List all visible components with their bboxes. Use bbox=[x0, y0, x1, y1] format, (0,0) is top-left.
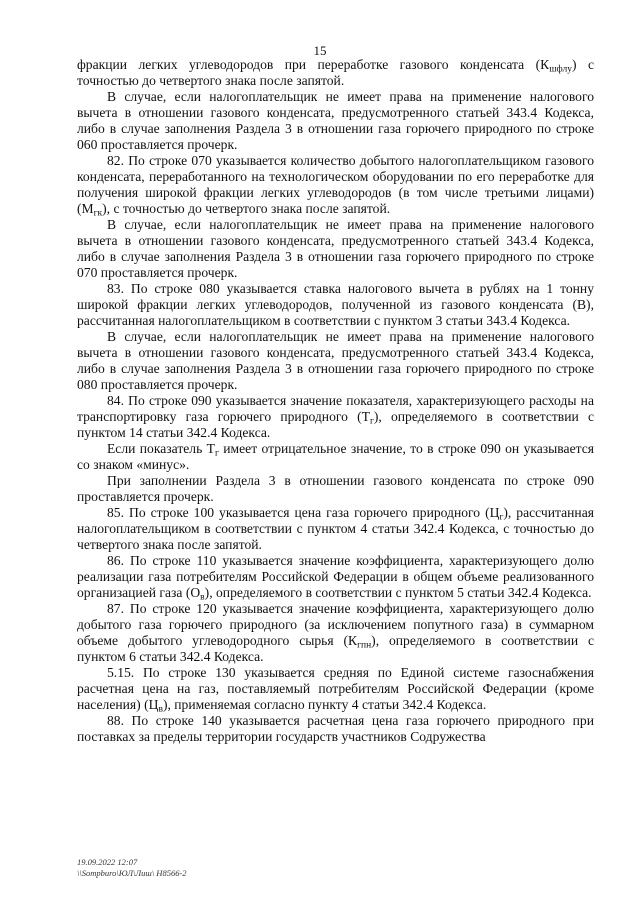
paragraph bbox=[77, 505, 594, 553]
document-body bbox=[77, 57, 594, 745]
text-run: ), применяемая согласно пункту 4 статьи 342.4 Кодекса. bbox=[162, 697, 487, 712]
text-run: 87. По строке 120 указывается значение коэффициента, характеризующего долю добытого газа горючего природного (за исключением попутного газа) в суммарном объеме добытого углеводородного сырья (К bbox=[77, 601, 594, 648]
text-run: ), определяемого в соответствии с пунктом 14 статьи 342.4 Кодекса. bbox=[77, 409, 594, 440]
paragraph bbox=[77, 473, 594, 505]
text-run: ), определяемого в соответствии с пунктом 5 статьи 342.4 Кодекса. bbox=[204, 585, 592, 600]
text-run: 5.15. По строке 130 указывается средняя по Единой системе газоснабжения расчетная цена на газ, поставляемый потребителям Российской Федерации (кроме населения) (Ц bbox=[77, 665, 594, 712]
paragraph bbox=[77, 57, 594, 89]
paragraph bbox=[77, 713, 594, 745]
text-run: В случае, если налогоплательщик не имеет права на применение налогового вычета в отношении газового конденсата, предусмотренного статьей 343.4 Кодекса, либо в случае заполнения Раздела 3 в отношении газа горючего природного по строке 060 проставляется прочерк. bbox=[77, 89, 594, 152]
paragraph bbox=[77, 601, 594, 665]
subscript: шфлу bbox=[549, 64, 572, 75]
text-run: фракции легких углеводородов при переработке газового конденсата (К bbox=[77, 57, 550, 72]
text-run: ) с точностью до четвертого знака после запятой. bbox=[77, 57, 594, 88]
subscript: в bbox=[158, 704, 163, 715]
text-run: При заполнении Раздела 3 в отношении газового конденсата по строке 090 проставляется прочерк. bbox=[77, 473, 594, 504]
paragraph bbox=[77, 329, 594, 393]
subscript: в bbox=[200, 592, 205, 603]
footer-timestamp: 19.09.2022 12:07 bbox=[77, 857, 138, 867]
footer-file-path: \\Sompburo\ЮЛ\Лиш\ Н8566-2 bbox=[77, 868, 187, 878]
paragraph bbox=[77, 393, 594, 441]
page-number: 15 bbox=[313, 43, 327, 58]
paragraph bbox=[77, 281, 594, 329]
text-run: имеет отрицательное значение, то в строке 090 он указывается со знаком «минус». bbox=[77, 441, 594, 472]
paragraph bbox=[77, 441, 594, 473]
text-run: ), рассчитанная налогоплательщиком в соответствии с пунктом 4 статьи 342.4 Кодекса, с точностью до четвертого знака после запятой. bbox=[77, 505, 594, 552]
text-run: ), с точностью до четвертого знака после запятой. bbox=[102, 201, 391, 216]
subscript: гк bbox=[93, 208, 103, 219]
text-run: 82. По строке 070 указывается количество добытого налогоплательщиком газового конденсата, переработанного на технологическом оборудовании по его переработке для получения широкой фракции легких углеводородов (в том числе третьими лицами) (М bbox=[77, 153, 594, 216]
text-run: 86. По строке 110 указывается значение коэффициента, характеризующего долю реализации газа потребителям Российской Федерации в общем объеме реализованного организацией газа (О bbox=[77, 553, 594, 600]
subscript: г bbox=[369, 416, 374, 427]
subscript: г bbox=[214, 448, 219, 459]
text-run: В случае, если налогоплательщик не имеет права на применение налогового вычета в отношении газового конденсата, предусмотренного статьей 343.4 Кодекса, либо в случае заполнения Раздела 3 в отношении газа горючего природного по строке 080 проставляется прочерк. bbox=[77, 329, 594, 392]
text-run: ), определяемого в соответствии с пунктом 6 статьи 342.4 Кодекса. bbox=[77, 633, 594, 664]
page-footer bbox=[77, 857, 377, 879]
paragraph bbox=[77, 665, 594, 713]
text-run: В случае, если налогоплательщик не имеет права на применение налогового вычета в отношении газового конденсата, предусмотренного статьей 343.4 Кодекса, либо в случае заполнения Раздела 3 в отношении газа горючего природного по строке 070 проставляется прочерк. bbox=[77, 217, 594, 280]
subscript: г bbox=[499, 512, 504, 523]
paragraph bbox=[77, 553, 594, 601]
text-run: Если показатель Т bbox=[107, 441, 215, 456]
paragraph bbox=[77, 153, 594, 217]
paragraph bbox=[77, 89, 594, 153]
text-run: 85. По строке 100 указывается цена газа горючего природного (Ц bbox=[107, 505, 500, 520]
text-run: 88. По строке 140 указывается расчетная цена газа горючего природного при поставках за пределы территории государств участников Содружества bbox=[77, 713, 594, 744]
text-run: 83. По строке 080 указывается ставка налогового вычета в рублях на 1 тонну широкой фракции легких углеводородов, полученной из газового конденсата (В), рассчитанная налогоплательщиком в соответствии с пунктом 3 статьи 343.4 Кодекса. bbox=[77, 281, 594, 328]
paragraph bbox=[77, 217, 594, 281]
subscript: гпн bbox=[357, 640, 372, 651]
text-run: 84. По строке 090 указывается значение показателя, характеризующего расходы на транспортировку газа горючего природного (Т bbox=[77, 393, 594, 424]
